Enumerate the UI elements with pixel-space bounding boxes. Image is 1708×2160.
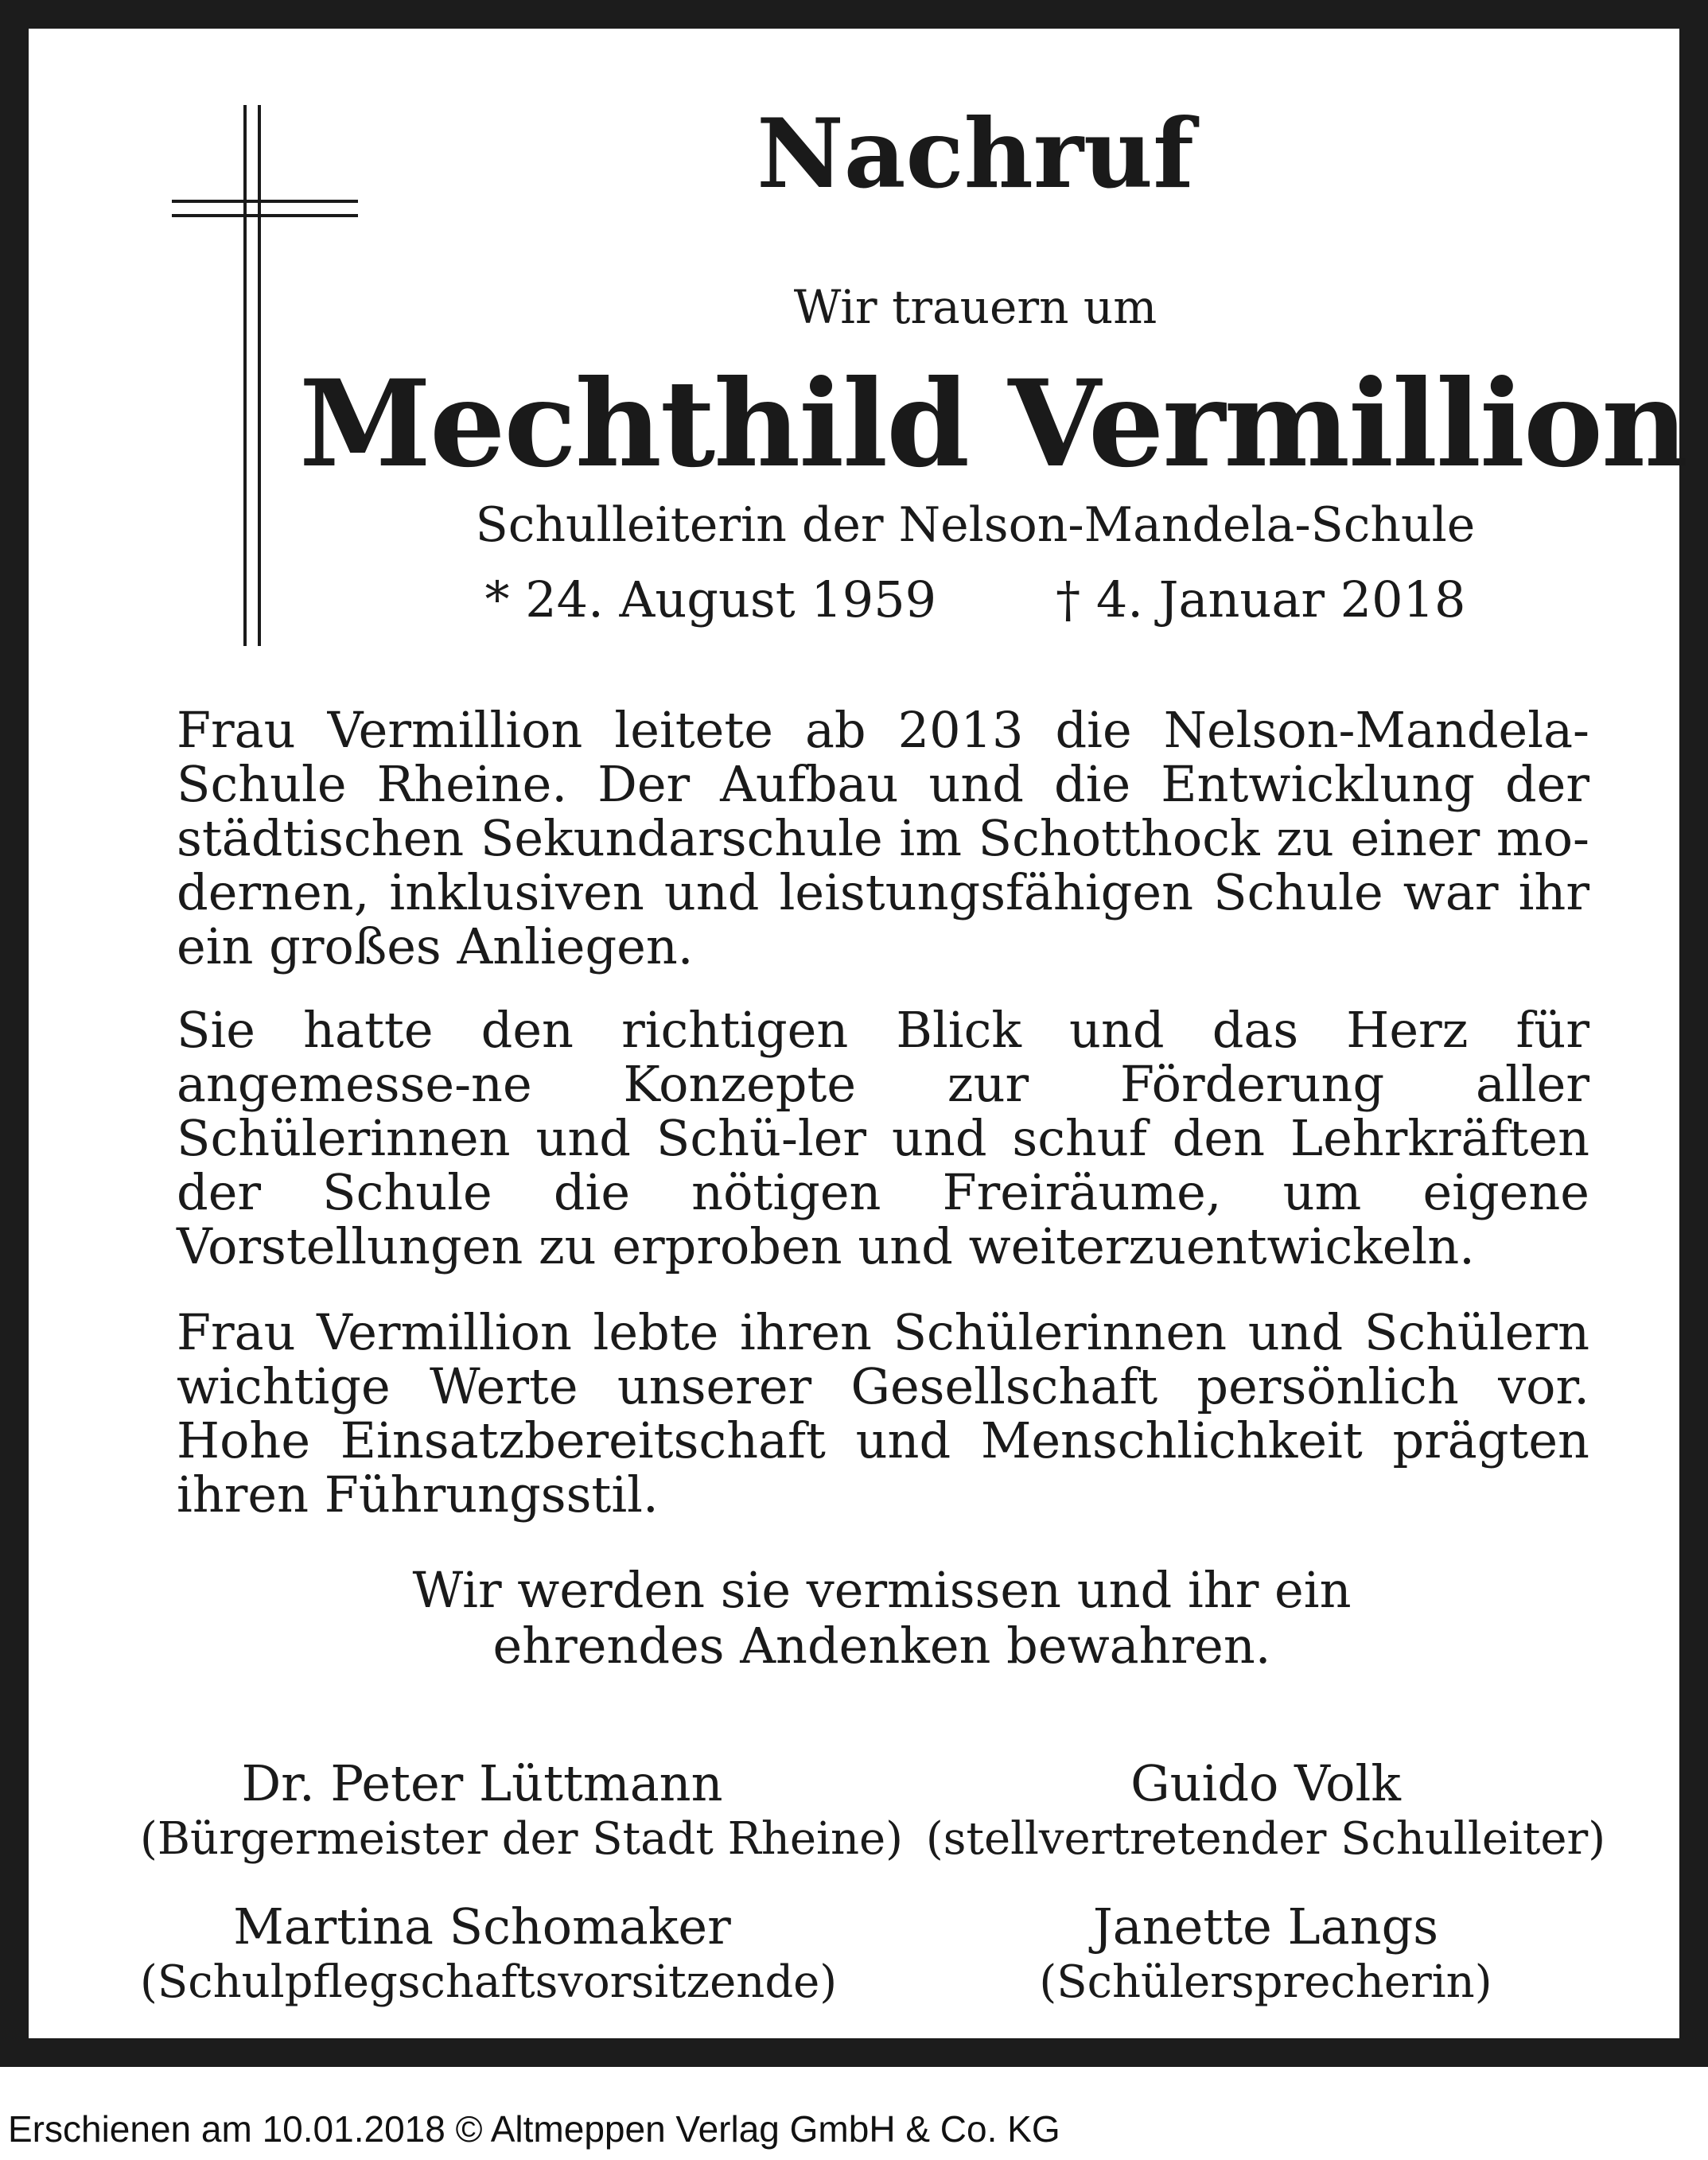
deceased-name: Mechthild Vermillion xyxy=(299,354,1687,494)
signatory xyxy=(920,1755,1612,1866)
signatory-name: Guido Volk xyxy=(1130,1754,1401,1812)
body-paragraph-1: Frau Vermillion leitete ab 2013 die Nelson-Mandela-Schule Rheine. Der Aufbau und die Entwicklung der städtischen Sekundarschule im Schotthock zu einer mo-dernen, inklusiven und leistungsfähigen Schule war ihr ein großes Anliegen. xyxy=(177,701,1589,975)
signatory-name: Dr. Peter Lüttmann xyxy=(241,1754,723,1812)
signatory-role: (stellvertretender Schulleiter) xyxy=(925,1813,1606,1865)
signatory-name: Janette Langs xyxy=(1092,1897,1439,1956)
body-paragraph-2: Sie hatte den richtigen Blick und das Herz für angemesse-ne Konzepte zur Förderung aller Schülerinnen und Schü-ler und schuf den Lehrkräften der Schule die nötigen Freiräume, um eigene Vorstellungen zu erproben und weiterzuentwickeln. xyxy=(177,1001,1589,1275)
notice-panel xyxy=(29,29,1687,2038)
signatory-name: Martina Schomaker xyxy=(233,1897,731,1956)
death-date: † 4. Januar 2018 xyxy=(1056,570,1466,629)
closing-text: Wir werden sie vermissen und ihr ein ehrendes Andenken bewahren. xyxy=(412,1561,1352,1675)
life-dates xyxy=(299,571,1652,629)
signatory-role: (Schülersprecherin) xyxy=(1039,1956,1492,2008)
notice-title: Nachruf xyxy=(757,98,1194,210)
body-paragraph-3: Frau Vermillion lebte ihren Schülerinnen und Schülern wichtige Werte unserer Gesellschaft persönlich vor. Hohe Einsatzbereitschaft und Menschlichkeit prägten ihren Führungsstil. xyxy=(177,1303,1589,1524)
signatory-role: (Schulpflegschaftsvorsitzende) xyxy=(140,1956,838,2008)
signatory xyxy=(140,1897,838,2010)
signatory xyxy=(140,1754,903,1866)
publication-footer: Erschienen am 10.01.2018 © Altmeppen Verlag GmbH & Co. KG xyxy=(8,2108,1060,2150)
signatory xyxy=(920,1898,1612,2010)
birth-date: * 24. August 1959 xyxy=(484,570,937,629)
mourning-intro: Wir trauern um xyxy=(793,280,1157,334)
signatory-role: (Bürgermeister der Stadt Rheine) xyxy=(140,1813,903,1865)
deceased-role: Schulleiterin der Nelson-Mandela-Schule xyxy=(475,497,1476,553)
